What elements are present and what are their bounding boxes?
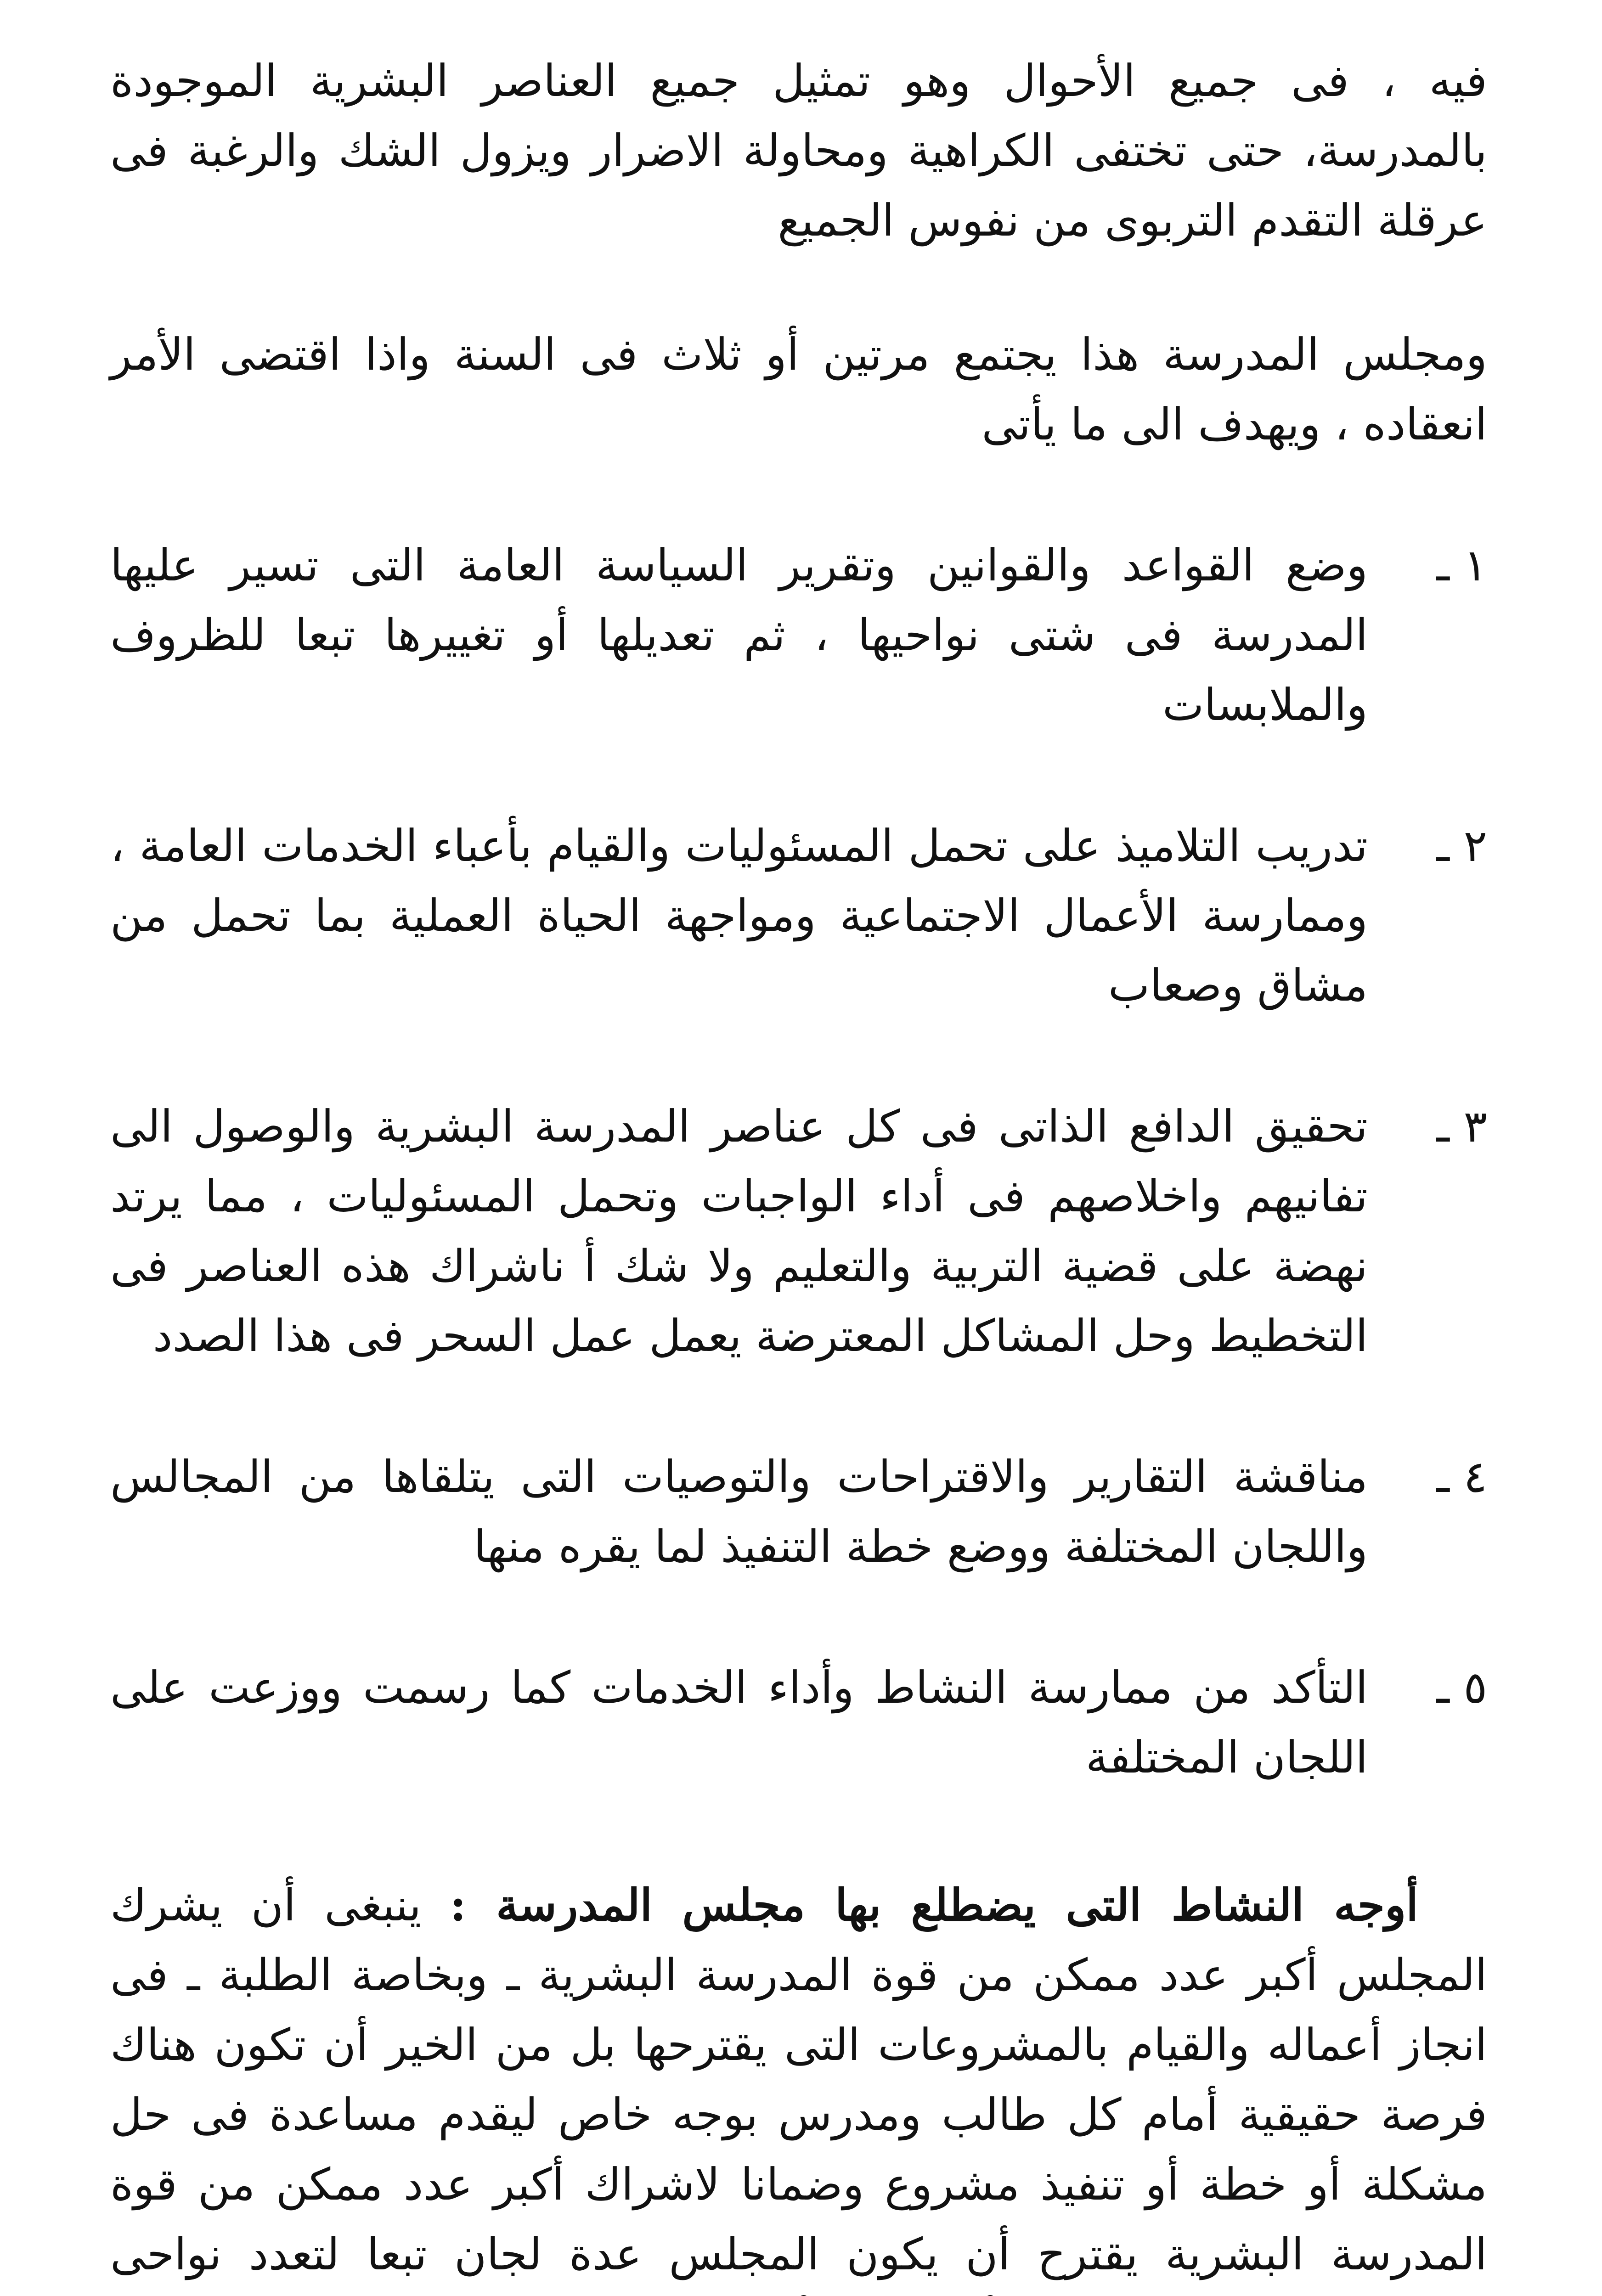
item-number: ٥ ـ [1436, 1662, 1487, 1713]
item-text: تحقيق الدافع الذاتى فى كل عناصر المدرسة البشرية والوصول الى تفانيهم واخلاصهم فى أداء الواجبات وتحمل المسئوليات ، مما يرتد نهضة على قضية التربية والتعليم ولا شك أ ناشراك هذه العناصر فى التخطيط وحل المشاكل المعترضة يعمل عمل السحر فى هذا الصدد [110, 1101, 1368, 1362]
list-item [110, 530, 1487, 740]
item-number: ٢ ـ [1436, 820, 1487, 872]
item-number: ٤ ـ [1436, 1451, 1487, 1503]
activities-section [110, 1870, 1487, 2296]
item-number: ٣ ـ [1436, 1101, 1487, 1152]
goals-list [110, 530, 1487, 1792]
section-heading: أوجه النشاط التى يضطلع بها مجلس المدرسة : [450, 1879, 1419, 1931]
list-item [110, 1653, 1487, 1792]
list-item [110, 1092, 1487, 1371]
item-text: مناقشة التقارير والاقتراحات والتوصيات التى يتلقاها من المجالس واللجان المختلفة ووضع خطة التنفيذ لما يقره منها [110, 1451, 1368, 1572]
council-paragraph: ومجلس المدرسة هذا يجتمع مرتين أو ثلاث فى السنة واذا اقتضى الأمر انعقاده ، ويهدف الى ما يأتى [110, 329, 1487, 450]
item-text: وضع القواعد والقوانين وتقرير السياسة العامة التى تسير عليها المدرسة فى شتى نواحيها ، ثم تعديلها أو تغييرها تبعا للظروف والملابسات [110, 540, 1368, 731]
section-body: ينبغى أن يشرك المجلس أكبر عدد ممكن من قوة المدرسة البشرية ـ وبخاصة الطلبة ـ فى انجاز أعماله والقيام بالمشروعات التى يقترحها بل من الخير أن تكون هناك فرصة حقيقية أمام كل طالب ومدرس بوجه خاص ليقدم مساعدة فى حل مشكلة أو خطة أو تنفيذ مشروع وضمانا لاشراك أكبر عدد ممكن من قوة المدرسة البشرية يقترح أن يكون المجلس عدة لجان تبعا لتعدد نواحى [110, 1880, 1488, 2280]
list-item [110, 1442, 1487, 1581]
item-number: ١ ـ [1436, 540, 1487, 591]
item-text: تدريب التلاميذ على تحمل المسئوليات والقيام بأعباء الخدمات العامة ، وممارسة الأعمال الاجتماعية ومواجهة الحياة العملية بما تحمل من مشاق وصعاب [110, 820, 1368, 1011]
list-item [110, 811, 1487, 1020]
intro-paragraph: فيه ، فى جميع الأحوال وهو تمثيل جميع العناصر البشرية الموجودة بالمدرسة، حتى تختفى الكراهية ومحاولة الاضرار ويزول الشك والرغبة فى عرقلة التقدم التربوى من نفوس الجميع [110, 55, 1488, 246]
item-text: التأكد من ممارسة النشاط وأداء الخدمات كما رسمت ووزعت على اللجان المختلفة [110, 1662, 1368, 1783]
